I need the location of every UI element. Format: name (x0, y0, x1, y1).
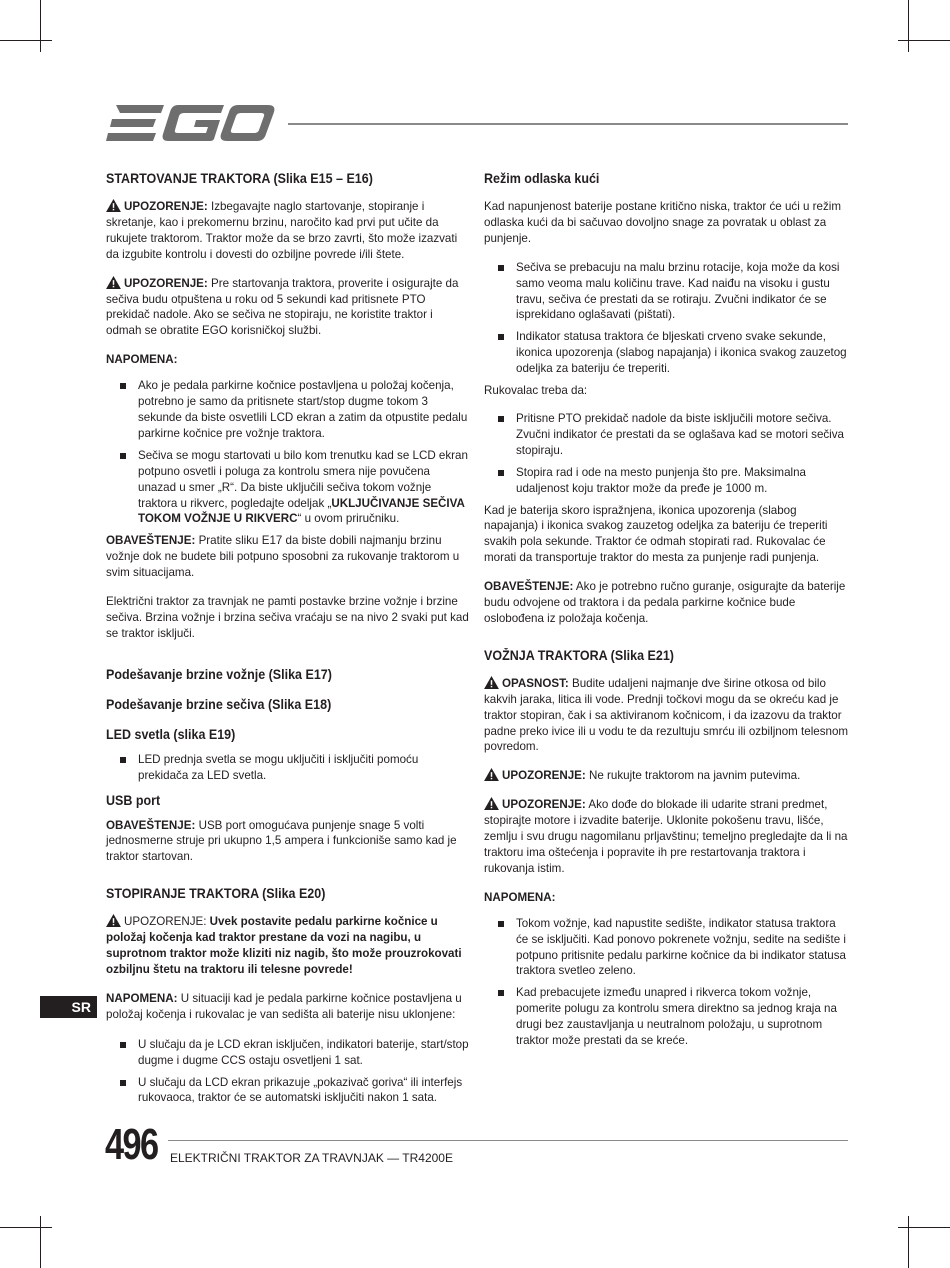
section-heading: Podešavanje brzine sečiva (Slika E18) (106, 696, 332, 712)
crop-mark (908, 1216, 909, 1268)
crop-mark (898, 40, 950, 41)
bullet-icon (120, 383, 126, 389)
list-item (484, 985, 850, 1049)
note-label: NAPOMENA: (106, 991, 178, 1005)
notice-label: OBAVEŠTENJE: (106, 534, 196, 548)
page-number: 496 (105, 1120, 158, 1169)
crop-mark (0, 40, 52, 41)
warning-text: Pre startovanja traktora, proverite i osigurajte da sečiva budu otpuštena u roku od 5 sekundi kad pritisnete PTO prekidač nadole. Ako se sečiva ne stopiraju, ne koristite traktor i odmah se obratite EGO korisničkoj službi. (106, 276, 459, 338)
danger-label: OPASNOST: (502, 676, 569, 690)
header-rule (288, 123, 848, 125)
list-item-text: LED prednja svetla se mogu uključiti i isključiti pomoću prekidača za LED svetla. (138, 752, 419, 782)
list-item-text: U slučaju da LCD ekran prikazuje „pokazivač goriva“ ili interfejs rukovaoca, traktor će se automatski isključiti nakon 1 sata. (138, 1075, 463, 1105)
right-column (484, 170, 850, 1061)
body-paragraph: Kad je baterija skoro ispražnjena, ikonica upozorenja (slabog napajanja) i ikonica svakog zauzetog odeljka za bateriju će treperiti svakih pola sekunde. Traktor će odmah stopirati rad. Rukovalac će morati da transportuje traktor do mesta za punjenje radi punjenja. (484, 503, 828, 565)
bullet-icon (498, 265, 504, 271)
section-reference: UKLJUČIVANJE SEČIVA TOKOM VOŽNJE U RIKVERC (138, 496, 465, 526)
notice-paragraph (106, 818, 470, 866)
section-heading: LED svetla (slika E19) (106, 726, 236, 742)
stop-list (106, 1037, 470, 1107)
notice-label: OBAVEŠTENJE: (106, 818, 196, 832)
footer-rule (168, 1140, 848, 1141)
section-heading: Podešavanje brzine vožnje (Slika E17) (106, 666, 332, 682)
list-item-text: Pritisne PTO prekidač nadole da biste isključili motore sečiva. Zvučni indikator će prestati da se oglašava kad se motori sečiva stopiraju. (516, 411, 845, 457)
bullet-icon (498, 334, 504, 340)
warning-triangle-icon (106, 914, 121, 927)
bullet-icon (498, 990, 504, 996)
crop-mark (898, 1227, 950, 1228)
notice-text: Ako je potrebno ručno guranje, osigurajte da baterije budu odvojene od traktora i da pedala parkirne kočnice bude oslobođena iz položaja kočenja. (484, 580, 846, 625)
warning-text: Ne rukujte traktorom na javnim putevima. (585, 769, 801, 783)
warning-label: UPOZORENJE: (502, 769, 586, 783)
body-paragraph: Kad napunjenost baterije postane kritično niska, traktor će ući u režim odlaska kući da bi sačuvao dovoljno snage za povratak u oblast za punjenje. (484, 200, 842, 245)
bullet-icon (120, 757, 126, 763)
note-paragraph (106, 991, 470, 1023)
bullet-icon (120, 1080, 126, 1086)
list-item (484, 260, 850, 324)
notice-text: USB port omogućava punjenje snage 5 volti jednosmerne struje pri ukupno 1,5 ampera i funkcioniše samo kad je traktor startovan. (106, 818, 457, 864)
footer-title: ELEKTRIČNI TRAKTOR ZA TRAVNJAK — TR4200E (170, 1151, 453, 1165)
crop-mark (0, 1227, 52, 1228)
ego-logo (106, 103, 276, 143)
return-list (484, 260, 850, 377)
notice-text: Pratite sliku E17 da biste dobili najmanju brzinu vožnje dok ne budete bili potpuno sposobni za rukovanje traktorom u svim situacijama. (106, 534, 460, 580)
danger-paragraph (484, 676, 850, 756)
bullet-icon (498, 416, 504, 422)
crop-mark (908, 0, 909, 52)
led-list (106, 752, 470, 784)
warning-paragraph (484, 768, 850, 784)
warning-text: Uvek postavite pedalu parkirne kočnice u položaj kočenja kad traktor prestane da vozi na nagibu, u suprotnom traktor može kliziti niz nagib, što može prouzrokovati ozbiljnu štetu na traktoru ili telesne povrede! (106, 915, 462, 976)
list-item (484, 411, 850, 459)
list-item-text: “ u ovom priručniku. (297, 512, 400, 526)
list-item-text: Sečiva se prebacuju na malu brzinu rotacije, koja može da kosi samo veoma malu količinu trave. Kad naiđu na visoku i gustu travu, sečiva će prestati da se rotiraju. Zvučni indikator će se isprekidano oglašavati (pištati). (516, 260, 840, 322)
crop-mark (40, 1216, 41, 1268)
warning-text: Ako dođe do blokade ili udarite strani predmet, stopirajte motore i izvadite baterije. Uklonite pokošenu travu, lišće, zemlju i svu drugu nagomilanu prljavštinu; temeljno pregledajte da li na traktoru ima oštećenja i popravite ih pre restartovanja traktora i rukovanja istim. (484, 798, 848, 875)
notice-paragraph (106, 533, 470, 581)
note-text: U situaciji kad je pedala parkirne kočnice postavljena u položaj kočenja i rukovalac je van sedišta ali baterije nisu uklonjene: (106, 991, 462, 1021)
list-item-text: Stopira rad i ode na mesto punjenja što pre. Maksimalna udaljenost koju traktor može da pređe je 1000 m. (516, 465, 807, 495)
warning-triangle-icon (106, 276, 121, 289)
note-label-text: NAPOMENA: (106, 353, 178, 367)
list-item (106, 1037, 470, 1069)
list-item-text: Kad prebacujete između unapred i rikverca tokom vožnje, pomerite polugu za kontrolu smera direktno sa jednog kraja na drugi bez zaustavljanja u neutralnom položaju, u suprotnom traktor može prestati da se kreće. (516, 986, 837, 1048)
body-paragraph: Električni traktor za travnjak ne pamti postavke brzine vožnje i brzine sečiva. Brzina vožnje i brzina sečiva vraćaju se na nivo 2 svaki put kad se traktor isključi. (106, 595, 469, 640)
list-item-text: U slučaju da je LCD ekran isključen, indikatori baterije, start/stop dugme i dugme CCS ostaju osvetljeni 1 sat. (138, 1037, 469, 1067)
list-item (484, 916, 850, 980)
list-item-text: Sečiva se mogu startovati u bilo kom trenutku kad se LCD ekran potpuno osvetli i poluga za kontrolu smera nije povučena unazad u smer „R“. Da biste uključili sečiva tokom vožnje traktora u rikverc, pogledajte odeljak „ (138, 448, 468, 510)
notice-paragraph (484, 579, 850, 627)
list-item (106, 378, 470, 442)
bullet-icon (120, 453, 126, 459)
warning-triangle-icon (484, 797, 499, 810)
section-heading: STARTOVANJE TRAKTORA (Slika E15 – E16) (106, 171, 373, 186)
warning-paragraph (106, 199, 470, 263)
warning-paragraph (106, 914, 470, 978)
left-column (106, 170, 470, 1118)
crop-mark (40, 0, 41, 52)
list-item-text: Indikator statusa traktora će bljeskati crveno svake sekunde, ikonica upozorenja (slabog napajanja) i ikonica svakog zauzetog odeljka za bateriju će treperiti. (516, 330, 847, 376)
warning-label: UPOZORENJE: (502, 798, 586, 812)
list-item (106, 448, 470, 528)
section-heading: VOŽNJA TRAKTORA (Slika E21) (484, 647, 674, 663)
bullet-icon (498, 470, 504, 476)
warning-label: UPOZORENJE: (124, 915, 207, 929)
warning-paragraph (484, 797, 850, 877)
note-list (106, 378, 470, 527)
section-heading: STOPIRANJE TRAKTORA (Slika E20) (106, 886, 326, 902)
list-item (106, 752, 470, 784)
danger-text: Budite udaljeni najmanje dve širine otkosa od bilo kakvih jaraka, litica ili vode. Prednji točkovi mogu da se okreću kad je traktor stopiran, čak i sa aktiviranom kočnicom, i da izazovu da traktor padne preko ivice ili u vodu te da rezultuju smrću ili ozbiljnom telesnom povredom. (484, 676, 849, 754)
warning-triangle-icon (106, 199, 121, 212)
drive-note-list (484, 916, 850, 1049)
list-item (484, 329, 850, 377)
warning-paragraph (106, 276, 470, 340)
section-heading: Režim odlaska kući (484, 171, 600, 186)
operator-list (484, 411, 850, 497)
bullet-icon (120, 1042, 126, 1048)
notice-label: OBAVEŠTENJE: (484, 580, 574, 594)
list-item (106, 1075, 470, 1107)
warning-label: UPOZORENJE: (124, 200, 208, 213)
note-label-text: NAPOMENA: (484, 890, 556, 904)
list-item (484, 465, 850, 497)
body-paragraph: Rukovalac treba da: (484, 384, 588, 398)
note-label (106, 352, 470, 368)
section-heading: USB port (106, 792, 161, 808)
note-label (484, 890, 850, 906)
warning-text: Izbegavajte naglo startovanje, stopiranje i skretanje, kao i prekomernu brzinu, naročito kad prvi put učite da rukujete traktorom. Traktor može da se brzo zavrti, što može izazvati da izgubite kontrolu i dovesti do ozbiljne povrede i/ili štete. (106, 200, 458, 261)
language-tab: SR (40, 996, 97, 1018)
list-item-text: Tokom vožnje, kad napustite sedište, indikator statusa traktora će se isključiti. Kad ponovo pokrenete vožnju, sedite na sedište i potpuno pritisnite pedalu parkirne kočnice da bi indikator statusa traktora svetleo zeleno. (516, 916, 846, 978)
list-item-text: Ako je pedala parkirne kočnice postavljena u položaj kočenja, potrebno je samo da pritisnete start/stop dugme tokom 3 sekunde da biste osvetlili LCD ekran a zatim da otpustite pedalu parkirne kočnice pre vožnje traktora. (138, 379, 468, 440)
warning-label: UPOZORENJE: (124, 276, 208, 290)
bullet-icon (498, 921, 504, 927)
warning-triangle-icon (484, 676, 499, 689)
warning-triangle-icon (484, 768, 499, 781)
